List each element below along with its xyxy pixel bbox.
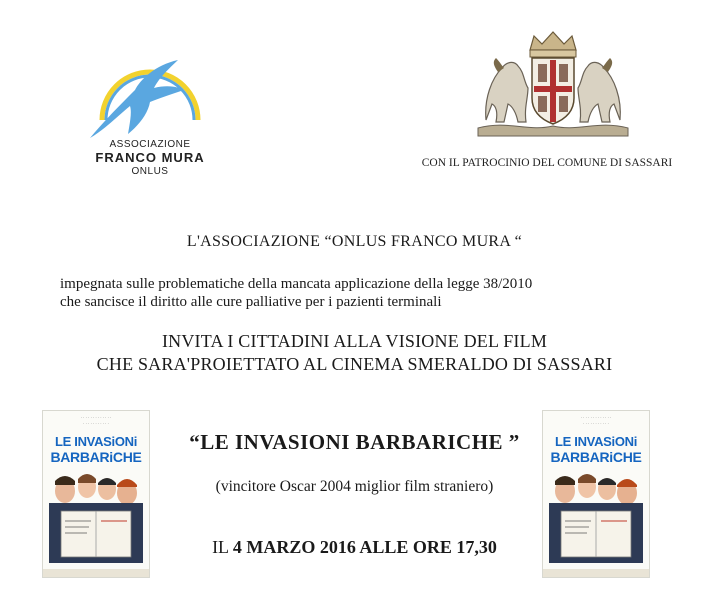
date-value: 4 MARZO 2016 ALLE ORE 17,30	[232, 537, 497, 557]
date-prefix: IL	[212, 537, 233, 557]
association-logo	[80, 50, 210, 145]
commitment-line-1: impegnata sulle problematiche della mancata applicazione della legge 38/2010	[60, 276, 533, 292]
association-name-line1: ASSOCIAZIONE	[109, 139, 191, 150]
coat-of-arms-icon	[468, 28, 638, 140]
poster-title-line2: BARBARiCHE	[50, 449, 142, 465]
poster-title-line1: LE INVASiONi	[54, 434, 138, 449]
organization-title: L'ASSOCIAZIONE “ONLUS FRANCO MURA “	[186, 233, 523, 250]
patronage-text: CON IL PATROCINIO DEL COMUNE DI SASSARI	[421, 157, 673, 169]
film-title: “LE INVASIONI BARBARICHE ”	[189, 430, 520, 454]
film-poster-left: · · · · · · · · · · · · · · · · · · · · · · · · LE INVASiONi BARBARiCHE	[42, 410, 150, 578]
screening-date	[0, 537, 709, 558]
film-poster-right: · · · · · · · · · · · · · · · · · · · · · · · · LE INVASiONi BARBARiCHE	[542, 410, 650, 578]
poster-title-line2: BARBARiCHE	[550, 449, 642, 465]
association-name-line3: ONLUS	[131, 166, 169, 177]
invitation-line-1: INVITA I CITTADINI ALLA VISIONE DEL FILM	[161, 331, 548, 351]
commitment-line-2: che sancisce il diritto alle cure palliative per i pazienti terminali	[60, 294, 442, 310]
sassari-coat-of-arms	[468, 28, 638, 140]
invitation-line-2: CHE SARA'PROIETTATO AL CINEMA SMERALDO DI SASSARI	[96, 354, 613, 374]
award-note: (vincitore Oscar 2004 miglior film straniero)	[215, 478, 494, 495]
association-name-line2: FRANCO MURA	[95, 150, 205, 165]
seagull-icon	[80, 50, 210, 145]
poster-title-line1: LE INVASiONi	[554, 434, 638, 449]
